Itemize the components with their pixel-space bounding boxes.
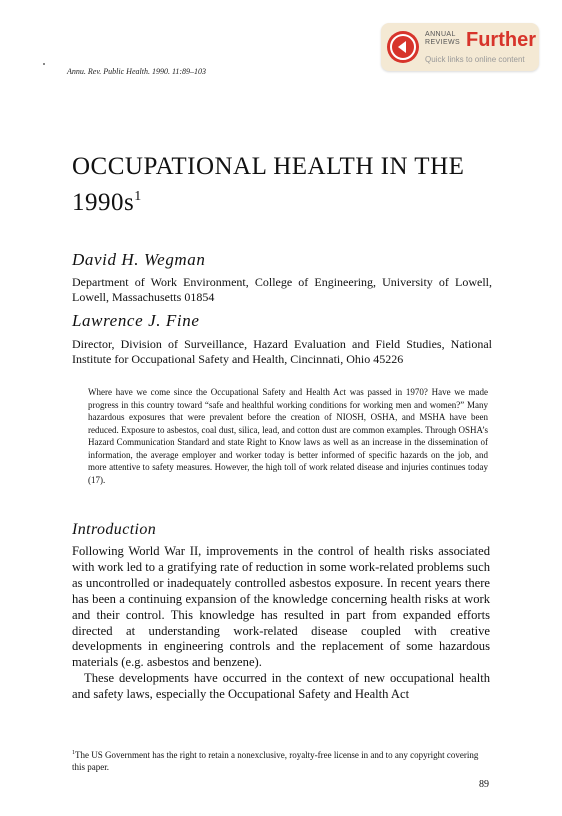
section-heading: Introduction	[72, 521, 157, 538]
banner-quick-links[interactable]: Quick links to online content	[425, 55, 525, 64]
further-banner[interactable]	[381, 23, 539, 71]
page-number: 89	[479, 779, 489, 790]
author-affiliation-1: Department of Work Environment, College of Engineering, University of Lowell, Lowell, Massachusetts 01854	[72, 275, 492, 304]
author-name-1: David H. Wegman	[72, 250, 206, 269]
paper-title: OCCUPATIONAL HEALTH IN THE $1990s^1$	[72, 153, 465, 216]
play-back-icon	[387, 31, 419, 63]
paragraph-1: Following World War II, improvements in the control of health risks associated with work led to a gratifying rate of reduction in some work-related problems such as uncontrolled or inadequately controlled asbestos exposure. In recent years there has been a continuing expansion of the knowledge concerning health risks at work and their control. This knowledge has resulted in part from expanded efforts directed at understanding work-related disease coupled with creative developments in engineering controls and the replacement of some hazardous materials (e.g. asbestos and benzene).	[72, 544, 490, 670]
author-affiliation-2: Director, Division of Surveillance, Hazard Evaluation and Field Studies, National Institute for Occupational Safety and Health, Cincinnati, Ohio 45226	[72, 337, 492, 366]
title-footnote-mark: 1	[134, 189, 142, 204]
body-text	[72, 544, 490, 703]
abstract: Where have we come since the Occupational Safety and Health Act was passed in 1970? Have we made progress in this country toward “safe and healthful working conditions for working men and women?” Many hazardous exposures that were prevalent before the creation of NIOSH, OSHA, and MSHA have been reduced. Exposure to asbestos, coal dust, silica, lead, and cotton dust are common examples. Through OSHA’s Hazard Communication Standard and state Right to Know laws as well as an increase in the dissemination of information, the average employer and worker today is better informed of specific hazards on the job, and more attentive to safety measures. However, the high toll of work related disease and injuries continues today (17).	[88, 387, 488, 485]
banner-further-label: Further	[466, 29, 536, 51]
footnote-mark: 1	[72, 750, 75, 756]
banner-annual-reviews: ANNUAL REVIEWS	[425, 31, 461, 46]
journal-reference: Annu. Rev. Public Health. 1990. 11:89–103	[67, 67, 207, 76]
paragraph-2: These developments have occurred in the context of new occupational health and safety laws, especially the Occupational Safety and Health Act	[72, 671, 490, 702]
author-name-2: Lawrence J. Fine	[72, 311, 200, 330]
margin-mark	[43, 63, 45, 65]
footnote-text: The US Government has the right to retain a nonexclusive, royalty-free license in and to any copyright covering this paper.	[72, 750, 479, 772]
footnote	[72, 747, 490, 773]
